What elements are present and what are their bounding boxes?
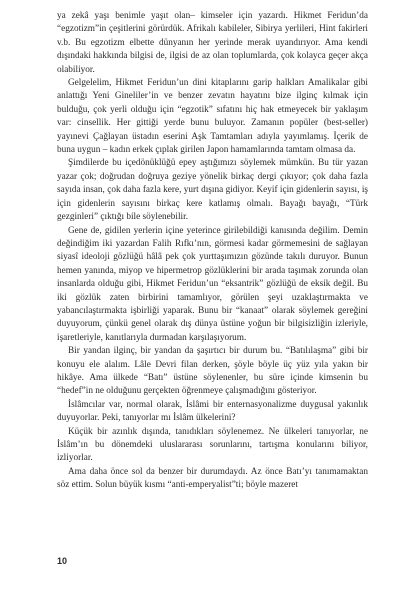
paragraph-2: Gelgelelim, Hikmet Feridun’un dini kitaplarını garip halkları Amalikalar gibi anlattığı Yeni Gineliler’in ve benzer zevatın hayatını bize ilginç kılmak için bulduğu, çok yerli olduğu için “egzotik” sıfatını hiç hak etmeyecek bir yaklaşım var: cinsellik. Her gittiği yerde bunu buluyor. Zamanın popüler (best-seller) yayınevi Çağlayan üstadın eserini Aşk Tamtamları adıyla yayımlamış. İçerik de buna uygun – kadın erkek çıplak girilen Japon hamamlarında tamtam olmasa da. [57,78,368,156]
paragraph-3: Şimdilerde bu içedönüklüğü epey aştığımızı söylemek mümkün. Bu tür yazan yazar çok; doğrudan doğruya geziye yönelik birkaç dergi çıkıyor; çok daha fazla sayıda insan, çok daha fazla kere, yurt dışına gidiyor. Keyif için gidenlerin sayısı, iş için gidenlerin sayısını birkaç kere katlamış olmalı. Bayağı bayağı, “Türk gezginleri” çıktığı bile söylenebilir. [57,158,368,223]
paragraph-4: Gene de, gidilen yerlerin içine yeterince girilebildiği kanısında değilim. Demin değindiğim iki yazardan Falih Rıfkı’nın, görmesi kadar görmemesini de sağlayan siyasî ideoloji gözlüğü hâlâ pek çok yurttaşımızın gözünde takılı duruyor. Bunun hemen yanında, miyop ve hipermetrop gözlüklerini bir arada taşımak zorunda olan insanlarda olduğu gibi, Hikmet Feridun’un “eksantrik” gözlüğü de eksik değil. Bu iki gözlük zaten birbirini tamamlıyor, görülen şeyi uzaklaştırmakta ve yabancılaştırmakta işbirliği yaparak. Bunu bir “kanaat” olarak söylemek gereğini duyuyorum, çünkü genel olarak dış dünya üstüne yoğun bir bilgisizliğin izleriyle, işaretleriyle, kanıtlarıyla durmadan karşılaşıyorum. [57,225,368,343]
page-number: 10 [57,556,68,566]
paragraph-8: Ama daha önce sol da benzer bir durumdaydı. Az önce Batı’yı tanımamaktan söz ettim. Solun büyük kısmı “anti-emperyalist”ti; böyle mazeret [57,466,368,491]
paragraph-6: İslâmcılar var, normal olarak, İslâmi bir enternasyonalizme duygusal yakınlık duyuyorlar. Peki, tanıyorlar mı İslâm ülkelerini? [57,399,368,424]
page-text [57,10,368,493]
paragraph-7: Küçük bir azınlık dışında, tanıdıkları söylenemez. Ne ülkeleri tanıyorlar, ne İslâm’ın bu dönemdeki uluslararası sorunlarını, tartışma konularını biliyor, izliyorlar. [57,426,368,464]
paragraph-5: Bir yandan ilginç, bir yandan da şaşırtıcı bir durum bu. “Batılılaşma” gibi bir konuyu ele alalım. Lâle Devri filan derken, şöyle böyle üç yüz yıla yakın bir hikâye. Ama ülkede “Batı” üstüne söylenenler, bu süre içinde kimsenin bu “hedef”in ne olduğunu gerçekten öğrenmeye çalışmadığını gösteriyor. [57,346,368,397]
paragraph-1: ya zekâ yaşı benimle yaşıt olan– kimseler için yazardı. Hikmet Feridun’da “egzotizm”in çeşitlerini görürdük. Afrikalı kabileler, Sibirya yerlileri, Hint fakirleri v.b. Bu egzotizm elbette dünyanın her yerinde merak uyandırıyor. Ama kendi dışındaki hakkında bilgisi de, ilgisi de az olan toplumlarda, çok kolayca geçer akça olabiliyor. [57,11,368,75]
